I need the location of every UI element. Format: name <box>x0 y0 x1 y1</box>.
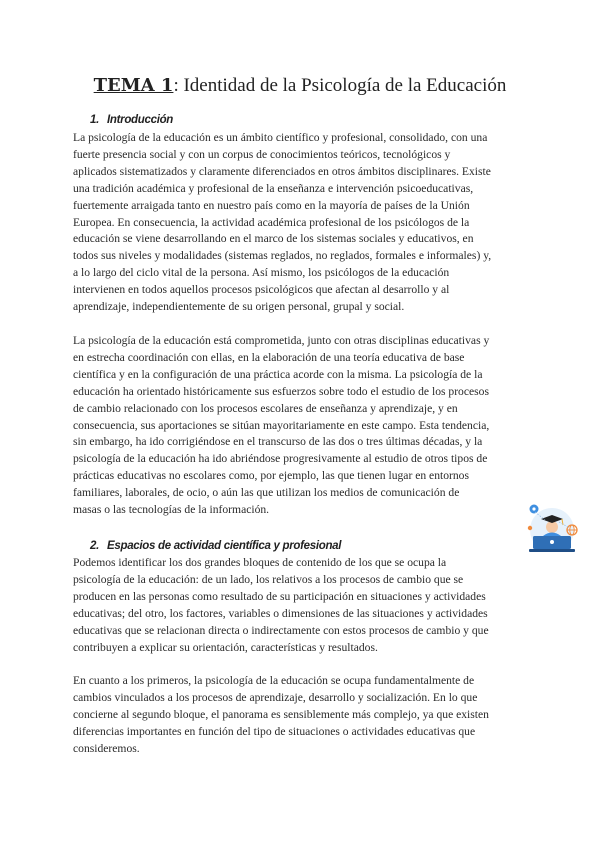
text-line: producen en las personas como resultado de su participación en situaciones y actividades <box>73 589 486 603</box>
page-title <box>0 75 600 97</box>
text-line: Podemos identificar los dos grandes bloques de contenido de los que se ocupa la <box>73 556 447 569</box>
text-line: educación se viene desarrollando en el marco de los sistemas sociales y educativos, en <box>73 232 474 246</box>
text-line: aprendizaje, independientemente de su origen personal, grupal y social. <box>73 300 405 314</box>
text-line: diferencias importantes en función del tipo de situaciones o actividades educativas que <box>73 724 476 738</box>
text-line: fuertemente arraigada tanto en nuestro país como en la mayoría de países de la Unión <box>73 198 470 212</box>
text-line: La psicología de la educación está comprometida, junto con otras disciplinas educativas y <box>73 334 490 347</box>
text-line: familiares, laborales, de ocio, o aún las que utilizan los medios de comunicación de <box>73 486 460 500</box>
text-line: a lo largo del ciclo vital de la persona. Así mismo, los psicólogos de la educación <box>73 266 450 280</box>
text-line: consecuencia, sus aportaciones se sitúan mayoritariamente en este campo. Esta tendencia, <box>73 418 490 432</box>
dot-icon <box>528 526 532 530</box>
section-1-number: 1. <box>90 114 99 126</box>
section-2-paragraph-2 <box>73 673 489 758</box>
graduate-laptop-icon <box>521 500 583 560</box>
text-line: una tradición académica y profesional de la enseñanza e intervención psicoeducativas, <box>73 181 474 195</box>
section-2-paragraph-1 <box>73 555 489 656</box>
text-line: educativas que se relacionan directa o indirectamente con estos procesos de cambio y que <box>73 623 489 637</box>
text-line: sin embargo, ha ido corrigiéndose en el transcurso de las dos o tres últimas décadas, y la <box>73 435 483 449</box>
text-line: todos sus niveles y modalidades (sistemas reglados, no reglados, formales e informales) y, <box>73 249 492 263</box>
text-line: Europea. En consecuencia, la actividad académica profesional de los psicólogos de la <box>73 215 470 229</box>
section-1-paragraph-2 <box>73 333 489 519</box>
section-2-number: 2. <box>90 540 99 552</box>
text-line: concierne al segundo bloque, el panorama es sensiblemente más complejo, ya que existen <box>73 707 489 721</box>
text-line: La psicología de la educación es un ámbito científico y profesional, consolidado, con una <box>73 131 488 144</box>
text-line: psicología de la educación ha ido abriéndose progresivamente al estudio de otros tipos de <box>73 452 488 466</box>
section-1-paragraph-1 <box>73 130 491 316</box>
text-line: psicología de la educación: de un lado, los relativos a los procesos de cambio que se <box>73 572 464 586</box>
text-line: fuerte presencia social y con un corpus de conocimientos teóricos, tecnológicos y <box>73 147 451 161</box>
text-line: aplicados sistematizados y claramente diferenciados en otros ámbitos disciplinares. Existe <box>73 164 491 178</box>
text-line: cambios vinculados a los procesos de aprendizaje, desarrollo y socialización. En lo que <box>73 690 478 704</box>
section-1-heading <box>90 114 173 126</box>
text-line: educativas; del otro, los factores, variables o dimensiones de las situaciones y actividades <box>73 606 488 620</box>
title-rest: : Identidad de la Psicología de la Educación <box>173 75 507 96</box>
text-line: intervienen en todos aquellos procesos psicológicos que afectan al desarrollo y al <box>73 283 450 297</box>
text-line: En cuanto a los primeros, la psicología de la educación se ocupa fundamentalmente de <box>73 674 475 687</box>
text-line: consideremos. <box>73 741 140 755</box>
text-line: contribuyen a explicar su orientación, características y resultados. <box>73 640 378 654</box>
text-line: educación ha orientado históricamente sus esfuerzos sobre todo el estudio de los procesos <box>73 384 489 398</box>
text-line: prácticas educativas no escolares como, por ejemplo, las que tienen lugar en entornos <box>73 469 469 483</box>
section-2-title: Espacios de actividad científica y profesional <box>107 540 342 552</box>
text-line: masas o las tecnologías de la información. <box>73 503 270 517</box>
section-2-heading <box>90 540 341 552</box>
text-line: en estrecha coordinación con ellas, en la elaboración de una teoría educativa de base <box>73 350 465 364</box>
section-1-title: Introducción <box>107 114 174 126</box>
title-tema: TEMA 1 <box>93 75 174 96</box>
laptop-base <box>529 549 575 552</box>
text-line: científica y en la configuración de una práctica acorde con la misma. La psicología de la <box>73 367 483 381</box>
text-line: de cambio relacionado con los procesos escolares de enseñanza y aprendizaje, y en <box>73 401 458 415</box>
